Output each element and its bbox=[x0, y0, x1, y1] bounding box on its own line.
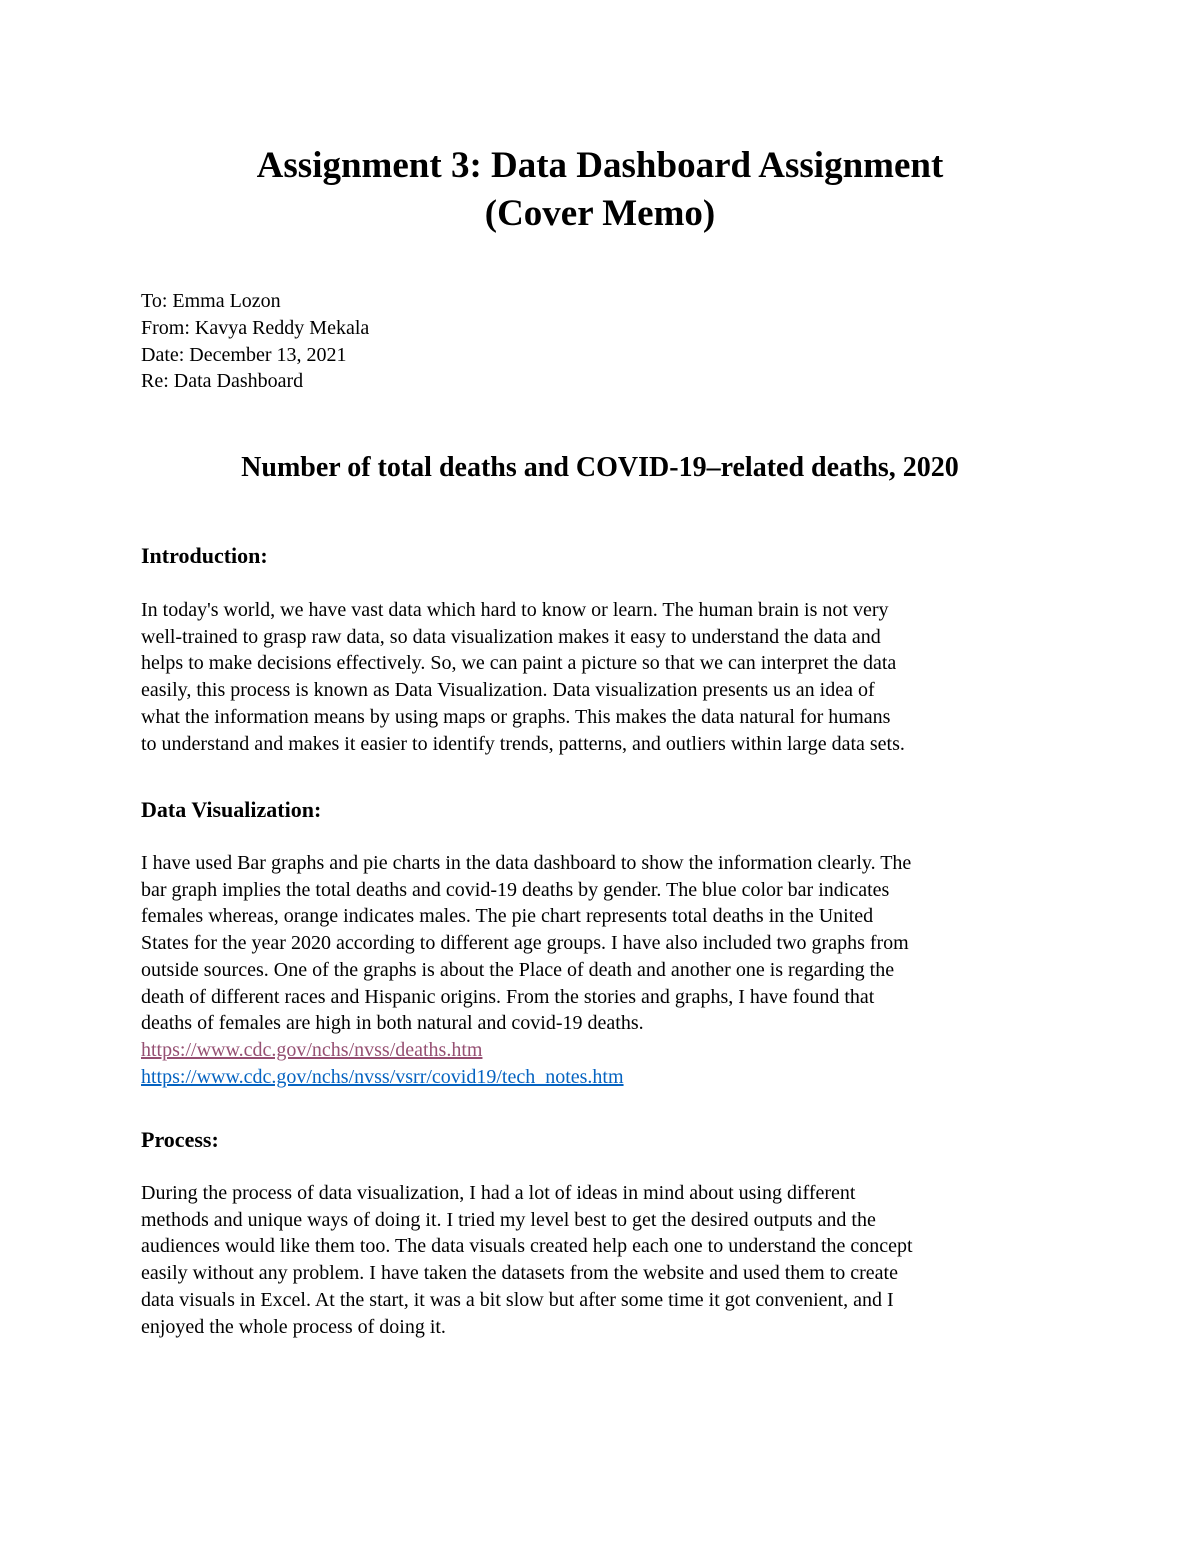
paragraph-line: outside sources. One of the graphs is about the Place of death and another one is regarding the bbox=[141, 958, 895, 981]
paragraph-line: During the process of data visualization, I had a lot of ideas in mind about using different bbox=[141, 1182, 856, 1204]
introduction-paragraph bbox=[141, 597, 905, 757]
paragraph-line: females whereas, orange indicates males. The pie chart represents total deaths in the United bbox=[141, 905, 874, 928]
paragraph-line: deaths of females are high in both natural and covid-19 deaths. bbox=[141, 1012, 644, 1035]
paragraph-line: bar graph implies the total deaths and covid-19 deaths by gender. The blue color bar indicates bbox=[141, 878, 890, 901]
memo-date: Date: December 13, 2021 bbox=[141, 343, 347, 366]
cdc-deaths-link[interactable]: https://www.cdc.gov/nchs/nvss/deaths.htm bbox=[141, 1038, 483, 1061]
data-visualization-paragraph bbox=[141, 850, 911, 1090]
title-line-2: (Cover Memo) bbox=[484, 193, 716, 234]
data-visualization-heading: Data Visualization: bbox=[141, 797, 322, 822]
paragraph-line: enjoyed the whole process of doing it. bbox=[141, 1315, 446, 1338]
paragraph-line: death of different races and Hispanic origins. From the stories and graphs, I have found that bbox=[141, 985, 875, 1008]
paragraph-line: methods and unique ways of doing it. I tried my level best to get the desired outputs and the bbox=[141, 1208, 876, 1231]
paragraph-line: helps to make decisions effectively. So, we can paint a picture so that we can interpret the data bbox=[141, 652, 897, 675]
memo-header bbox=[141, 288, 369, 395]
paragraph-line: In today's world, we have vast data which hard to know or learn. The human brain is not very bbox=[141, 599, 889, 621]
memo-from: From: Kavya Reddy Mekala bbox=[141, 316, 370, 339]
process-heading: Process: bbox=[141, 1127, 219, 1152]
paragraph-line: easily without any problem. I have taken the datasets from the website and used them to create bbox=[141, 1262, 898, 1285]
title-line-1: Assignment 3: Data Dashboard Assignment bbox=[256, 145, 944, 186]
paragraph-line: data visuals in Excel. At the start, it was a bit slow but after some time it got convenient, and I bbox=[141, 1288, 894, 1311]
process-paragraph bbox=[141, 1180, 913, 1340]
cdc-covid19-tech-notes-link[interactable]: https://www.cdc.gov/nchs/nvss/vsrr/covid19/tech_notes.htm bbox=[141, 1065, 624, 1088]
paragraph-line: States for the year 2020 according to different age groups. I have also included two graphs from bbox=[141, 932, 909, 955]
document-subtitle: Number of total deaths and COVID-19–related deaths, 2020 bbox=[241, 452, 959, 483]
paragraph-line: I have used Bar graphs and pie charts in the data dashboard to show the information clearly. The bbox=[141, 852, 912, 874]
document-title bbox=[0, 142, 1200, 238]
paragraph-line: what the information means by using maps or graphs. This makes the data natural for humans bbox=[141, 705, 891, 728]
memo-to: To: Emma Lozon bbox=[141, 290, 281, 312]
introduction-heading: Introduction: bbox=[141, 543, 268, 568]
paragraph-line: well-trained to grasp raw data, so data visualization makes it easy to understand the data and bbox=[141, 625, 881, 648]
paragraph-line: to understand and makes it easier to identify trends, patterns, and outliers within large data sets. bbox=[141, 732, 905, 755]
memo-re: Re: Data Dashboard bbox=[141, 370, 304, 393]
paragraph-line: audiences would like them too. The data visuals created help each one to understand the concept bbox=[141, 1235, 913, 1258]
paragraph-line: easily, this process is known as Data Visualization. Data visualization presents us an idea of bbox=[141, 679, 875, 702]
